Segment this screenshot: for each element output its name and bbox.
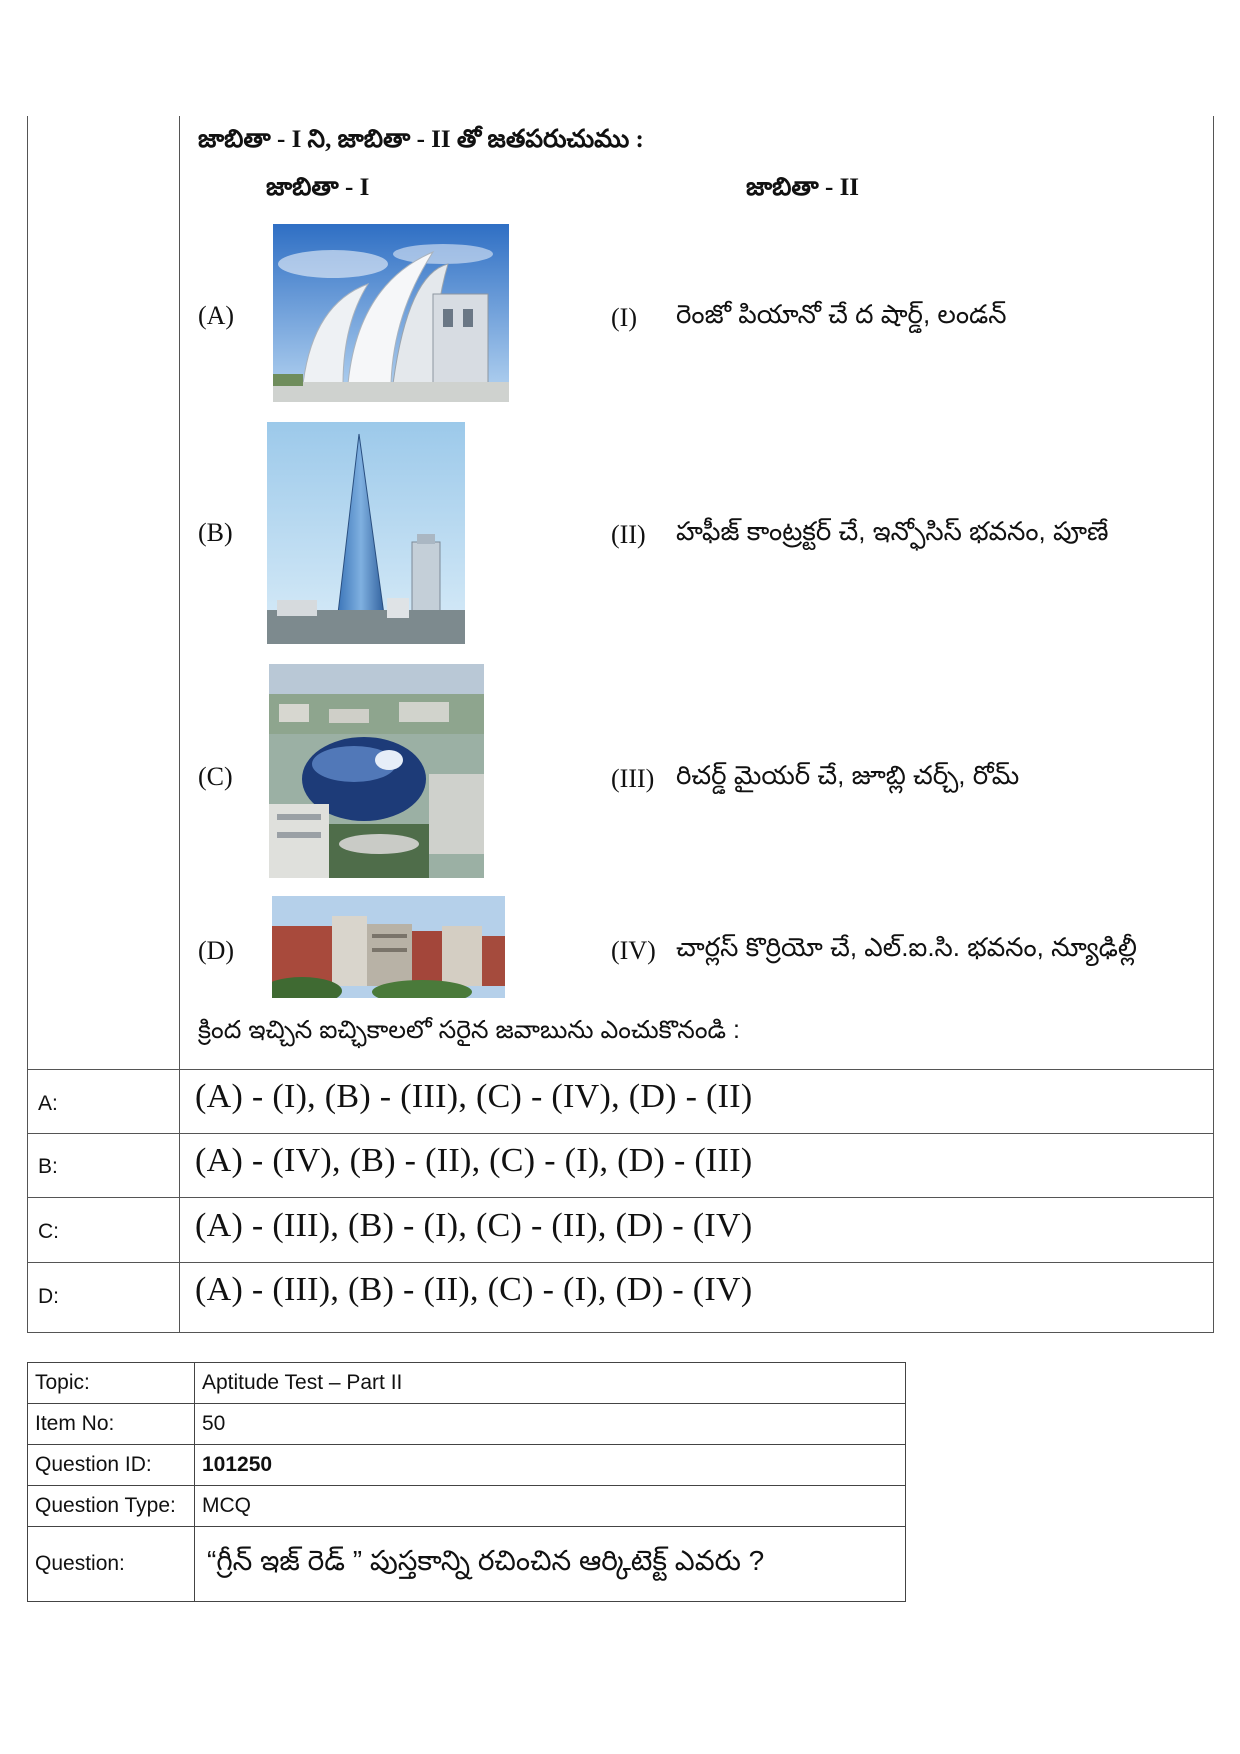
- option-a-letter: A:: [38, 1092, 58, 1115]
- topic-value: Aptitude Test – Part II: [195, 1363, 906, 1404]
- row-num-iii: (III): [611, 764, 655, 793]
- question-text: “గ్రీన్ ఇజ్ రెడ్ ” పుస్తకాన్ని రచించిన ఆర్కిటెక్ట్ ఎవరు ?: [195, 1527, 906, 1602]
- divider: [28, 1197, 1213, 1198]
- question-block: [27, 116, 1214, 1333]
- building-photo-b: [267, 422, 465, 644]
- list-1-heading: జాబితా - I: [266, 174, 370, 201]
- table-row: [28, 1486, 906, 1527]
- divider: [28, 1262, 1213, 1263]
- row-text-i: రెంజో పియానో చే ద షార్డ్, లండన్: [676, 299, 1007, 329]
- row-label-a: (A): [198, 301, 235, 330]
- row-num-ii: (II): [611, 520, 646, 549]
- match-instruction: జాబితా - I ని, జాబితా - II తో జతపరుచుము :: [198, 126, 644, 153]
- building-photo-c: [269, 664, 484, 878]
- option-c-letter: C:: [38, 1220, 59, 1243]
- table-row: [28, 1445, 906, 1486]
- option-a-text[interactable]: (A) - (I), (B) - (III), (C) - (IV), (D) - (II): [195, 1078, 753, 1115]
- option-b-text[interactable]: (A) - (IV), (B) - (II), (C) - (I), (D) - (III): [195, 1142, 753, 1179]
- table-row: [28, 1527, 906, 1602]
- divider: [28, 1069, 1213, 1070]
- option-d-text[interactable]: (A) - (III), (B) - (II), (C) - (I), (D) - (IV): [195, 1271, 753, 1308]
- question-id-label: Question ID:: [28, 1445, 195, 1486]
- topic-label: Topic:: [28, 1363, 195, 1404]
- row-num-i: (I): [611, 303, 637, 332]
- row-label-c: (C): [198, 762, 233, 791]
- question-meta-table: [27, 1362, 906, 1602]
- table-row: [28, 1363, 906, 1404]
- column-divider: [179, 116, 180, 1333]
- option-c-text[interactable]: (A) - (III), (B) - (I), (C) - (II), (D) - (IV): [195, 1207, 753, 1244]
- answer-instruction: క్రింద ఇచ్చిన ఐచ్ఛికాలలో సరైన జవాబును ఎంచుకొనండి :: [198, 1016, 740, 1044]
- row-text-ii: హఫీజ్ కాంట్రక్టర్ చే, ఇన్ఫోసిస్ భవనం, పూణే: [676, 516, 1109, 546]
- question-label: Question:: [28, 1527, 195, 1602]
- table-row: [28, 1404, 906, 1445]
- building-photo-a: [273, 224, 509, 402]
- row-label-b: (B): [198, 518, 233, 547]
- item-no-value: 50: [195, 1404, 906, 1445]
- list-2-heading: జాబితా - II: [746, 174, 860, 201]
- building-photo-d: [272, 896, 505, 998]
- divider: [28, 1332, 1213, 1333]
- row-num-iv: (IV): [611, 936, 656, 965]
- item-no-label: Item No:: [28, 1404, 195, 1445]
- question-id-value: 101250: [195, 1445, 906, 1486]
- option-d-letter: D:: [38, 1285, 59, 1308]
- row-text-iv: చార్లస్ కొర్రియో చే, ఎల్.ఐ.సి. భవనం, న్యూఢిల్లీ: [676, 932, 1137, 962]
- option-b-letter: B:: [38, 1155, 58, 1178]
- row-label-d: (D): [198, 936, 235, 965]
- row-text-iii: రిచర్డ్ మైయర్ చే, జూబ్లి చర్చ్, రోమ్: [676, 760, 1020, 790]
- divider: [28, 1133, 1213, 1134]
- question-type-value: MCQ: [195, 1486, 906, 1527]
- question-type-label: Question Type:: [28, 1486, 195, 1527]
